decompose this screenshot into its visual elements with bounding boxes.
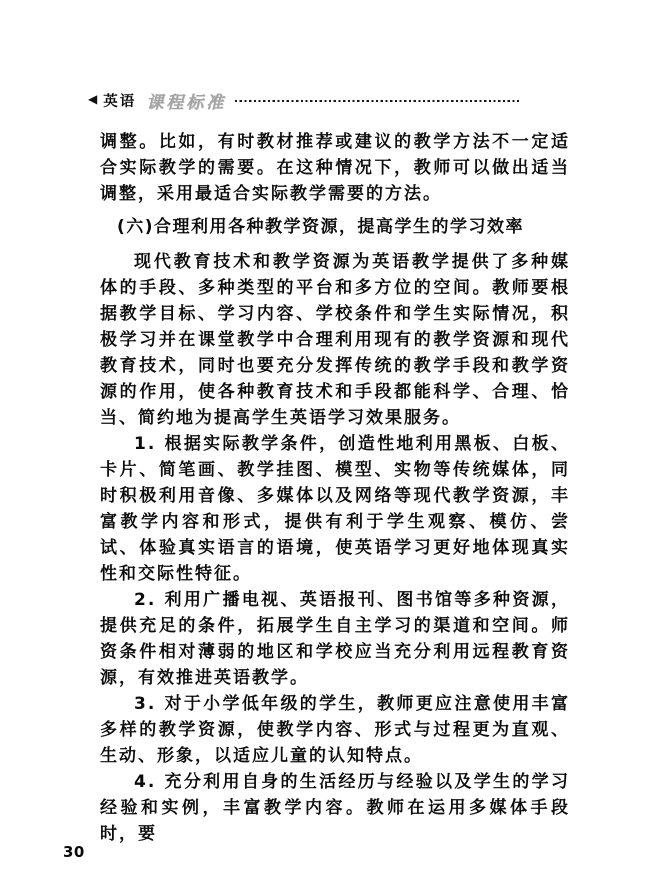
left-triangle-icon: ◀ xyxy=(88,92,98,106)
header-dotted-rule xyxy=(235,100,520,102)
page-body xyxy=(100,129,570,847)
section-heading: (六)合理利用各种教学资源，提高学生的学习效率 xyxy=(117,217,525,237)
list-item-1: 1. 根据实际教学条件，创造性地利用黑板、白板、卡片、简笔画、教学挂图、模型、实物等传统媒体，同时积极利用音像、多媒体以及网络等现代教学资源，丰富教学内容和形式，提供有利于学生观察、模仿、尝试、体验真实语言的语境，使英语学习更好地体现真实性和交际性特征。 xyxy=(100,434,570,584)
header-subject-label: 英语 xyxy=(103,93,137,110)
paragraph-continuation: 调整。比如，有时教材推荐或建议的教学方法不一定适合实际教学的需要。在这种情况下，教师可以做出适当调整，采用最适合实际教学需要的方法。 xyxy=(100,132,570,204)
list-item-3: 3. 对于小学低年级的学生，教师更应注意使用丰富多样的教学资源，使教学内容、形式与过程更为直观、生动、形象，以适应儿童的认知特点。 xyxy=(100,694,570,766)
list-item-4: 4. 充分利用自身的生活经历与经验以及学生的学习经验和实例，丰富教学内容。教师在运用多媒体手段时，要 xyxy=(100,772,570,844)
list-item-2: 2. 利用广播电视、英语报刊、图书馆等多种资源，提供充足的条件，拓展学生自主学习的渠道和空间。师资条件相对薄弱的地区和学校应当充分利用远程教育资源，有效推进英语教学。 xyxy=(100,590,570,688)
page-header xyxy=(88,89,520,111)
header-series-title: 课程标准 xyxy=(146,92,227,113)
paragraph-overview: 现代教育技术和教学资源为英语教学提供了多种媒体的手段、多种类型的平台和多方位的空间。教师要根据教学目标、学习内容、学校条件和学生实际情况，积极学习并在课堂教学中合理利用现有的教学资源和现代教育技术，同时也要充分发挥传统的教学手段和教学资源的作用，使各种教育技术和手段都能科学、合理、恰当、简约地为提高学生英语学习效果服务。 xyxy=(100,252,570,428)
page-number: 30 xyxy=(63,843,85,861)
